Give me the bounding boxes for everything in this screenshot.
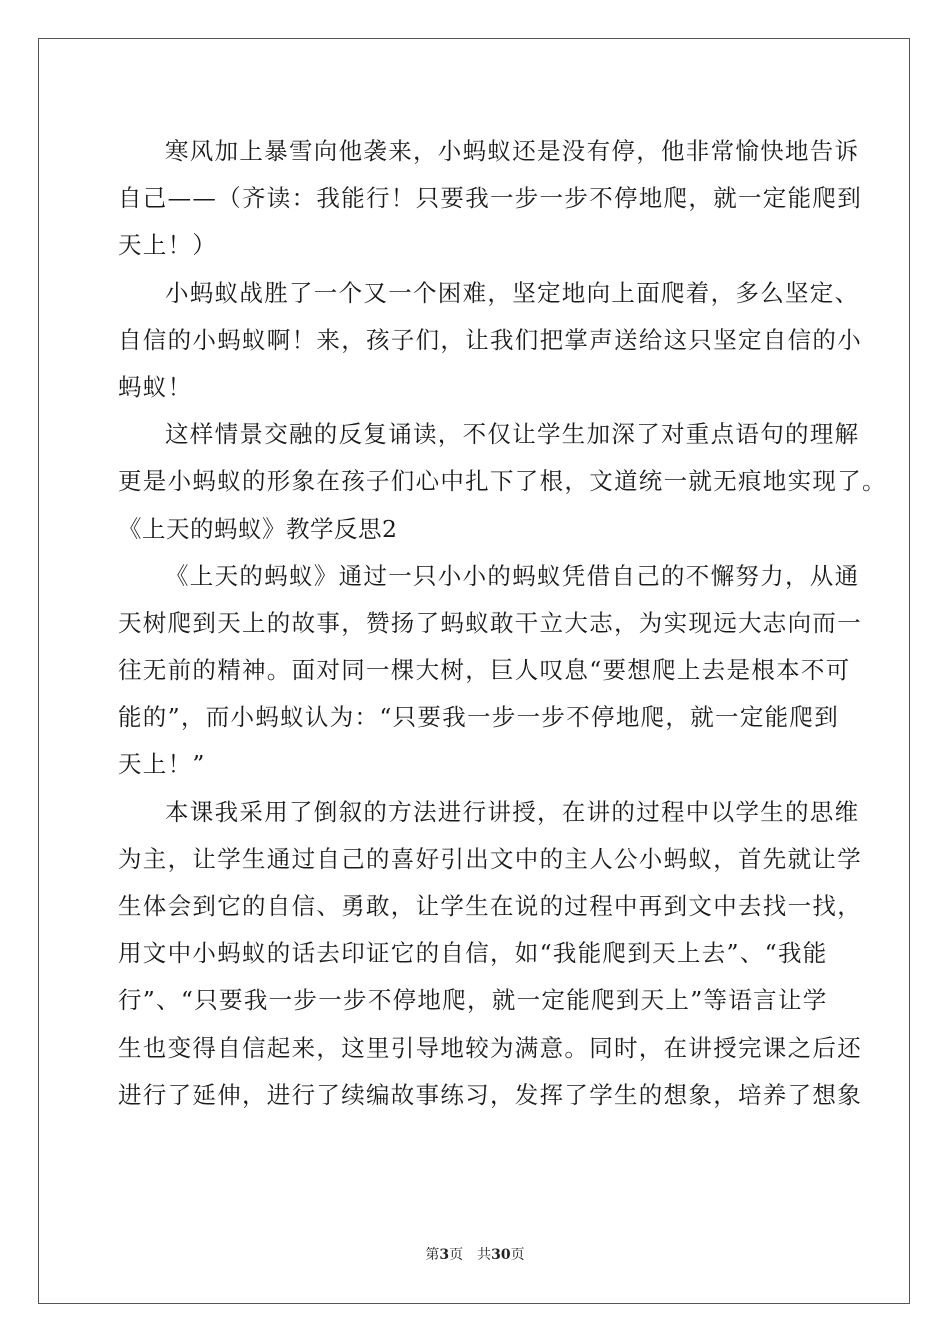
paragraph-line: 更是小蚂蚁的形象在孩子们心中扎下了根，文道统一就无痕地实现了。 [118, 467, 887, 496]
paragraph-line: 生体会到它的自信、勇敢，让学生在说的过程中再到文中去找一找， [118, 892, 862, 920]
paragraph-line: 行”、“只要我一步一步不停地爬，就一定能爬到天上”等语言让学 [118, 986, 828, 1015]
paragraph-line: 天树爬到天上的故事，赞扬了蚂蚁敢干立大志，为实现远大志向而一 [118, 608, 862, 637]
page-prefix: 第 [425, 1247, 440, 1263]
paragraph-line: 自己——（齐读：我能行！只要我一步一步不停地爬，就一定能爬到 [118, 184, 862, 213]
total-pages: 30 [491, 1247, 511, 1263]
paragraph-line: 寒风加上暴雪向他袭来，小蚂蚁还是没有停，他非常愉快地告诉 [165, 137, 860, 165]
paragraph-line: 生也变得自信起来，这里引导地较为满意。同时，在讲授完课之后还 [118, 1033, 862, 1062]
paragraph-line: 自信的小蚂蚁啊！来，孩子们，让我们把掌声送给这只坚定自信的小 [118, 325, 862, 354]
page-total [477, 1247, 524, 1263]
page-footer [0, 1244, 950, 1264]
total-unit: 页 [510, 1247, 525, 1263]
paragraph-line: 本课我采用了倒叙的方法进行讲授，在讲的过程中以学生的思维 [165, 797, 860, 826]
paragraph-line: 《上天的蚂蚁》通过一只小小的蚂蚁凭借自己的不懈努力，从通 [165, 561, 860, 590]
paragraph-line: 天上！” [118, 750, 206, 779]
paragraph-line: 能的”，而小蚂蚁认为：“只要我一步一步不停地爬，就一定能爬到 [118, 703, 840, 732]
paragraph-line: 天上！） [118, 231, 218, 260]
total-prefix: 共 [477, 1247, 492, 1263]
page-number [425, 1247, 463, 1263]
paragraph-line: 这样情景交融的反复诵读，不仅让学生加深了对重点语句的理解 [165, 420, 860, 449]
page-unit: 页 [449, 1247, 464, 1263]
paragraph-line: 为主，让学生通过自己的喜好引出文中的主人公小蚂蚁，首先就让学 [118, 844, 862, 873]
paragraph-line: 往无前的精神。面对同一棵大树，巨人叹息“要想爬上去是根本不可 [118, 656, 851, 685]
paragraph-line: 用文中小蚂蚁的话去印证它的自信，如“我能爬到天上去”、“我能 [118, 939, 828, 968]
current-page: 3 [439, 1247, 450, 1263]
paragraph-line: 进行了延伸，进行了续编故事练习，发挥了学生的想象，培养了想象 [118, 1080, 862, 1109]
document-body [118, 128, 887, 1119]
paragraph-line: 小蚂蚁战胜了一个又一个困难，坚定地向上面爬着，多么坚定、 [165, 278, 860, 307]
paragraph-line: 蚂蚁！ [118, 372, 193, 401]
section-heading: 《上天的蚂蚁》教学反思2 [118, 514, 398, 543]
